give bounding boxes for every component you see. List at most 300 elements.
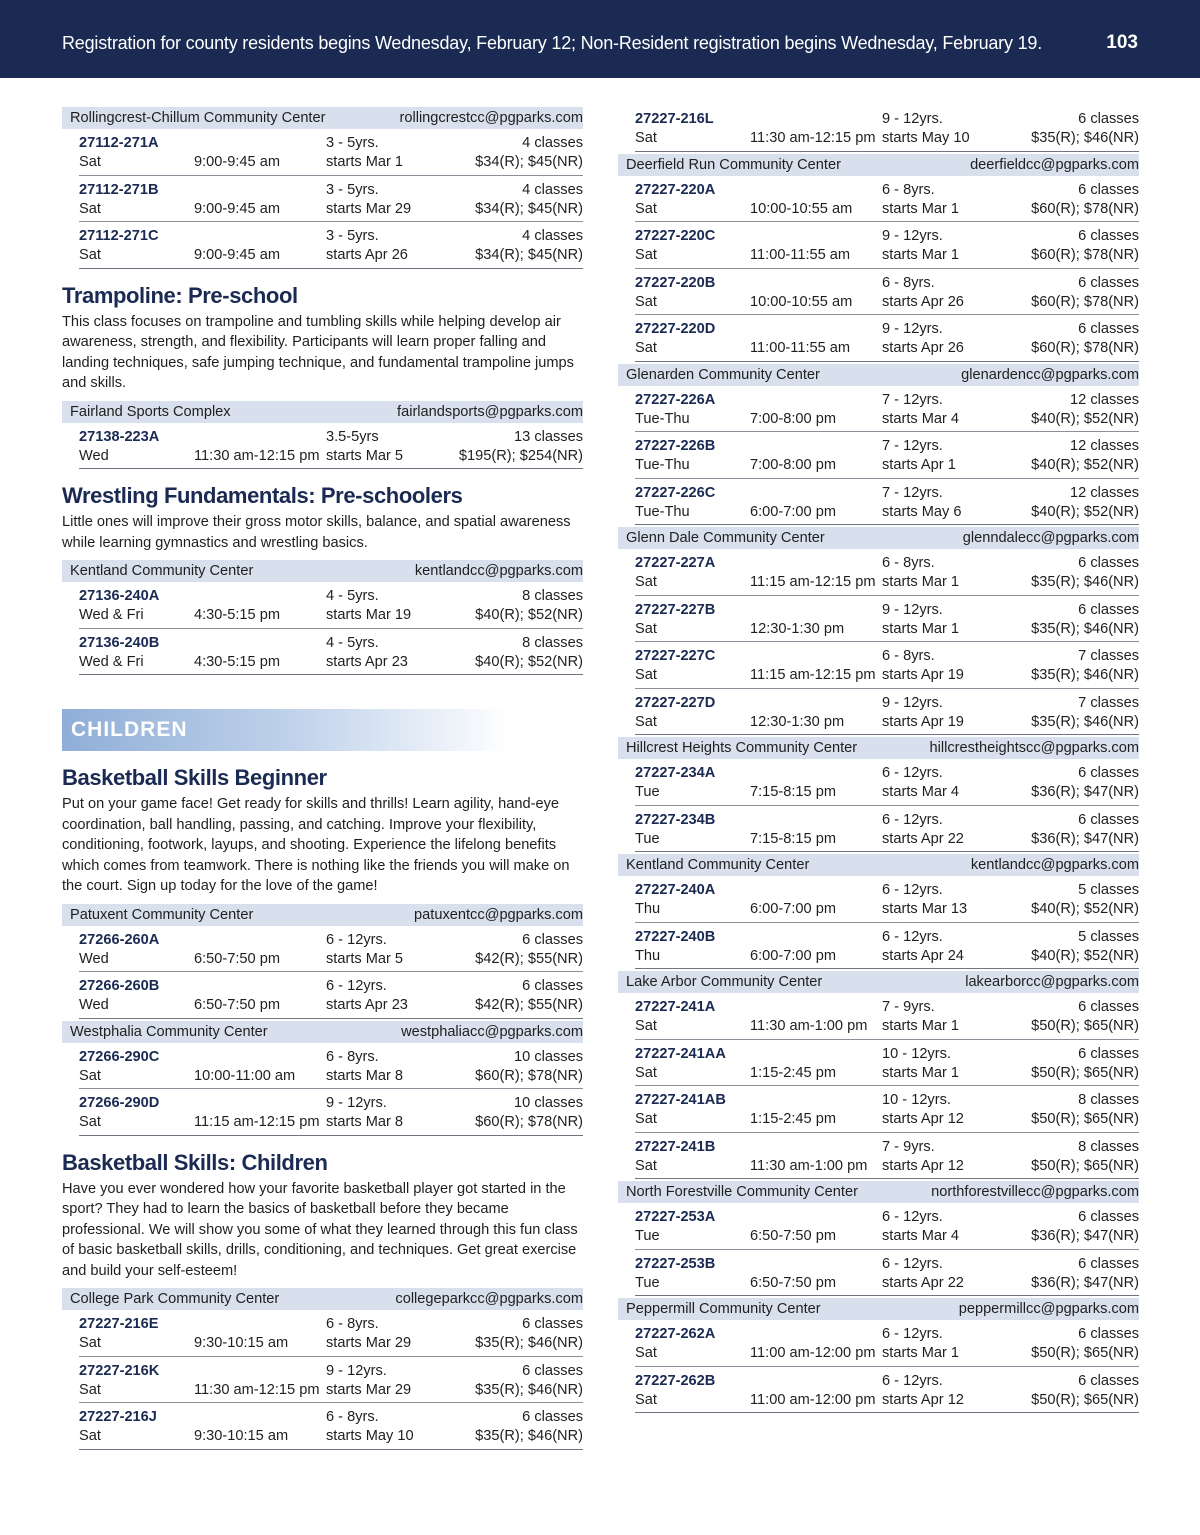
class-time: 9:00-9:45 am — [194, 247, 280, 263]
class-start-date: starts Mar 29 — [326, 1381, 412, 1398]
class-row — [635, 1203, 1139, 1250]
class-time: 7:00-8:00 pm — [750, 457, 836, 473]
class-count: 6 classes — [1078, 1372, 1139, 1389]
class-code: 27227-227C — [635, 648, 716, 664]
class-fee: $40(R); $52(NR) — [475, 607, 583, 623]
class-list — [618, 1203, 1139, 1296]
venue-header — [618, 1181, 1139, 1203]
class-day: Sat — [635, 200, 657, 217]
class-code: 27227-240B — [635, 928, 716, 945]
class-row — [635, 549, 1139, 596]
class-count: 6 classes — [1078, 765, 1139, 781]
class-row — [635, 176, 1139, 223]
class-day: Tue-Thu — [635, 503, 690, 520]
class-count: 6 classes — [1078, 811, 1139, 828]
class-start-date: starts Apr 24 — [882, 947, 964, 964]
class-age: 10 - 12yrs. — [882, 1045, 951, 1062]
class-row — [79, 1310, 583, 1357]
class-list — [618, 549, 1139, 735]
class-row — [79, 423, 583, 470]
class-start-date: starts Mar 5 — [326, 950, 404, 967]
class-row — [79, 582, 583, 629]
class-row — [635, 432, 1139, 479]
class-code: 27227-220C — [635, 228, 716, 244]
class-time: 7:00-8:00 pm — [750, 410, 836, 427]
class-row — [79, 1089, 583, 1136]
class-start-date: starts Apr 12 — [882, 1391, 964, 1408]
class-code: 27136-240A — [79, 588, 160, 604]
class-day: Tue — [635, 784, 660, 800]
venue-email: northforestvillecc@pgparks.com — [931, 1184, 1139, 1200]
venue-email: deerfieldcc@pgparks.com — [970, 156, 1139, 173]
class-group — [62, 1288, 583, 1450]
class-age: 6 - 12yrs. — [882, 1255, 943, 1272]
class-age: 10 - 12yrs. — [882, 1092, 951, 1108]
class-row — [635, 1250, 1139, 1297]
class-list — [62, 129, 583, 269]
venue-name: Rollingcrest-Chillum Community Center — [70, 110, 326, 126]
class-start-date: starts Mar 1 — [882, 574, 960, 590]
class-count: 6 classes — [522, 1409, 583, 1425]
venue-header — [618, 527, 1139, 549]
class-row — [635, 1320, 1139, 1367]
venue-email: fairlandsports@pgparks.com — [397, 403, 583, 420]
class-fee: $40(R); $52(NR) — [1031, 410, 1139, 427]
venue-name: Westphalia Community Center — [70, 1023, 268, 1040]
class-code: 27227-220B — [635, 274, 716, 291]
class-age: 6 - 8yrs. — [882, 648, 935, 664]
class-fee: $35(R); $46(NR) — [1031, 620, 1139, 637]
class-row — [635, 315, 1139, 362]
class-day: Sat — [79, 154, 101, 170]
class-row — [79, 1403, 583, 1450]
class-age: 6 - 12yrs. — [882, 1372, 943, 1389]
venue-name: Hillcrest Heights Community Center — [626, 740, 858, 756]
class-fee: $35(R); $46(NR) — [1031, 130, 1139, 146]
class-age: 7 - 12yrs. — [882, 438, 943, 454]
venue-email: kentlandcc@pgparks.com — [970, 857, 1139, 873]
class-time: 9:30-10:15 am — [194, 1428, 289, 1444]
class-fee: $60(R); $78(NR) — [475, 1114, 583, 1130]
class-day: Sat — [635, 1064, 657, 1081]
class-day: Tue — [635, 830, 660, 847]
class-age: 6 - 12yrs. — [882, 765, 943, 781]
class-age: 7 - 9yrs. — [882, 1138, 935, 1155]
class-time: 10:00-10:55 am — [750, 293, 853, 310]
venue-header — [618, 971, 1139, 993]
class-count: 8 classes — [1078, 1092, 1139, 1108]
class-code: 27266-260B — [79, 978, 160, 994]
class-group — [618, 1298, 1139, 1413]
class-code: 27227-227B — [635, 601, 716, 618]
class-fee: $35(R); $46(NR) — [1031, 574, 1139, 590]
course-title: Basketball Skills: Children — [62, 1149, 328, 1175]
class-day: Sat — [635, 1391, 657, 1408]
class-fee: $40(R); $52(NR) — [1031, 457, 1139, 473]
class-fee: $36(R); $47(NR) — [1031, 784, 1139, 800]
class-row — [635, 993, 1139, 1040]
class-start-date: starts Mar 1 — [882, 1064, 960, 1081]
class-age: 6 - 8yrs. — [326, 1048, 379, 1065]
class-time: 10:00-10:55 am — [750, 200, 853, 217]
class-fee: $60(R); $78(NR) — [475, 1067, 583, 1084]
course-description: This class focuses on trampoline and tumbling skills while helping develop air awareness, strength, and flexibility. Participants will learn proper falling and landing techniques, safe jumping technique, and fundamental trampoline jumps and skills. — [62, 313, 574, 391]
class-group — [62, 560, 583, 675]
class-count: 6 classes — [1078, 1326, 1139, 1342]
class-row — [635, 596, 1139, 643]
class-day: Tue — [635, 1274, 660, 1291]
left-column — [62, 105, 583, 1450]
class-fee: $195(R); $254(NR) — [458, 447, 583, 464]
class-list — [618, 1320, 1139, 1413]
venue-email: kentlandcc@pgparks.com — [414, 563, 583, 579]
class-count: 7 classes — [1078, 648, 1139, 664]
class-age: 6 - 12yrs. — [882, 882, 943, 898]
class-day: Sat — [635, 667, 657, 683]
class-row — [635, 105, 1139, 152]
venue-header — [62, 904, 583, 926]
class-day: Tue-Thu — [635, 410, 690, 427]
class-list — [618, 759, 1139, 852]
class-fee: $42(R); $55(NR) — [475, 950, 583, 967]
class-age: 6 - 12yrs. — [882, 1209, 943, 1225]
class-age: 9 - 12yrs. — [326, 1095, 387, 1111]
venue-header — [62, 1288, 583, 1310]
class-fee: $34(R); $45(NR) — [475, 247, 583, 263]
class-code: 27227-226B — [635, 438, 716, 454]
class-start-date: starts May 6 — [882, 503, 962, 520]
class-age: 6 - 8yrs. — [326, 1316, 379, 1332]
class-time: 7:15-8:15 pm — [750, 830, 836, 847]
class-count: 8 classes — [522, 588, 583, 604]
class-time: 11:30 am-1:00 pm — [750, 1157, 868, 1174]
class-time: 6:00-7:00 pm — [750, 503, 836, 520]
class-fee: $50(R); $65(NR) — [1031, 1157, 1139, 1174]
class-day: Wed & Fri — [79, 653, 144, 670]
class-count: 6 classes — [522, 1316, 583, 1332]
class-code: 27227-253A — [635, 1209, 716, 1225]
venue-email: patuxentcc@pgparks.com — [414, 906, 583, 923]
class-age: 6 - 8yrs. — [882, 555, 935, 571]
class-count: 10 classes — [514, 1095, 583, 1111]
class-code: 27227-241B — [635, 1138, 716, 1155]
class-time: 11:00-11:55 am — [750, 340, 851, 356]
class-code: 27227-240A — [635, 882, 716, 898]
class-row — [635, 479, 1139, 526]
class-day: Sat — [635, 340, 657, 356]
class-row — [635, 923, 1139, 970]
class-time: 1:15-2:45 pm — [750, 1111, 836, 1127]
class-day: Thu — [635, 947, 661, 964]
class-time: 12:30-1:30 pm — [750, 620, 845, 637]
class-start-date: starts Mar 1 — [882, 1018, 960, 1034]
class-row — [635, 689, 1139, 736]
class-list — [62, 582, 583, 675]
class-code: 27227-227A — [635, 555, 716, 571]
venue-email: collegeparkcc@pgparks.com — [395, 1291, 583, 1307]
class-code: 27136-240B — [79, 634, 160, 651]
class-code: 27227-216J — [79, 1409, 157, 1425]
class-start-date: starts Apr 19 — [882, 667, 964, 683]
venue-header — [62, 560, 583, 582]
class-group — [618, 1181, 1139, 1296]
class-code: 27112-271B — [79, 181, 159, 198]
class-code: 27227-253B — [635, 1255, 716, 1272]
class-group — [618, 154, 1139, 362]
class-code: 27227-241AB — [635, 1092, 726, 1108]
class-count: 6 classes — [522, 978, 583, 994]
class-start-date: starts Mar 29 — [326, 1335, 412, 1351]
class-fee: $36(R); $47(NR) — [1031, 830, 1139, 847]
class-row — [635, 1040, 1139, 1087]
class-code: 27227-234A — [635, 765, 716, 781]
class-group — [62, 401, 583, 470]
class-time: 9:00-9:45 am — [194, 200, 280, 217]
class-day: Wed — [79, 950, 109, 967]
class-fee: $35(R); $46(NR) — [1031, 713, 1139, 730]
course-description: Little ones will improve their gross motor skills, balance, and spatial awareness while learning gymnastics and wrestling basics. — [62, 514, 571, 551]
venue-header — [618, 154, 1139, 176]
class-age: 9 - 12yrs. — [882, 228, 943, 244]
class-start-date: starts Mar 1 — [882, 620, 960, 637]
class-code: 27227-226C — [635, 484, 716, 501]
class-code: 27266-260A — [79, 931, 160, 948]
class-fee: $50(R); $65(NR) — [1031, 1064, 1139, 1081]
class-day: Sat — [79, 1428, 101, 1444]
class-code: 27227-226A — [635, 391, 716, 408]
class-age: 9 - 12yrs. — [882, 321, 943, 337]
venue-header — [618, 1298, 1139, 1320]
class-time: 7:15-8:15 pm — [750, 784, 836, 800]
class-row — [635, 222, 1139, 269]
class-age: 9 - 12yrs. — [882, 694, 943, 711]
class-fee: $34(R); $45(NR) — [475, 154, 583, 170]
class-code: 27227-262B — [635, 1372, 716, 1389]
venue-header — [618, 364, 1139, 386]
class-start-date: starts Mar 1 — [882, 200, 960, 217]
course-title: Basketball Skills Beginner — [62, 765, 327, 790]
class-group — [618, 854, 1139, 969]
class-fee: $40(R); $52(NR) — [1031, 901, 1139, 917]
class-row — [79, 629, 583, 676]
class-group — [618, 971, 1139, 1179]
class-start-date: starts May 10 — [882, 130, 970, 146]
class-row — [79, 1357, 583, 1404]
class-group — [62, 1021, 583, 1136]
venue-name: Patuxent Community Center — [70, 906, 254, 923]
class-start-date: starts Apr 1 — [882, 457, 956, 473]
class-row — [635, 1086, 1139, 1133]
class-age: 3 - 5yrs. — [326, 135, 379, 151]
class-fee: $60(R); $78(NR) — [1031, 340, 1139, 356]
class-time: 4:30-5:15 pm — [194, 607, 280, 623]
class-code: 27112-271C — [79, 228, 159, 244]
class-age: 3 - 5yrs. — [326, 181, 379, 198]
class-age: 3.5-5yrs — [326, 428, 379, 445]
class-count: 12 classes — [1070, 391, 1139, 408]
class-row — [635, 269, 1139, 316]
class-fee: $36(R); $47(NR) — [1031, 1228, 1139, 1244]
class-fee: $36(R); $47(NR) — [1031, 1274, 1139, 1291]
class-fee: $60(R); $78(NR) — [1031, 200, 1139, 217]
class-code: 27266-290C — [79, 1048, 160, 1065]
class-start-date: starts Apr 22 — [882, 830, 964, 847]
class-count: 6 classes — [1078, 1045, 1139, 1062]
class-list — [62, 1310, 583, 1450]
class-row — [635, 1367, 1139, 1414]
class-day: Sat — [635, 130, 657, 146]
class-list — [62, 926, 583, 1019]
class-count: 5 classes — [1078, 928, 1139, 945]
class-count: 7 classes — [1078, 694, 1139, 711]
class-day: Sat — [79, 1335, 101, 1351]
class-start-date: starts Apr 26 — [326, 247, 408, 263]
registration-notice: Registration for county residents begins Wednesday, February 12; Non-Resident registration begins Wednesday, February 19. — [62, 33, 1043, 53]
venue-email: hillcrestheightscc@pgparks.com — [929, 740, 1139, 756]
class-row — [79, 926, 583, 973]
class-code: 27112-271A — [79, 135, 159, 151]
class-fee: $50(R); $65(NR) — [1031, 1111, 1139, 1127]
class-time: 11:30 am-1:00 pm — [750, 1018, 868, 1034]
class-count: 6 classes — [522, 931, 583, 948]
class-day: Sat — [635, 1111, 657, 1127]
class-row — [635, 1133, 1139, 1180]
class-count: 6 classes — [1078, 601, 1139, 618]
venue-name: Deerfield Run Community Center — [626, 156, 841, 173]
class-time: 11:30 am-12:15 pm — [194, 1381, 320, 1398]
class-time: 4:30-5:15 pm — [194, 653, 280, 670]
class-group — [618, 527, 1139, 735]
course-description: Have you ever wondered how your favorite basketball player got started in the sport? They had to learn the basics of basketball before they became professional. We will show you some of what they learned through this fun class of basic basketball skills, drills, conditioning, and techniques. Get great exercise and build your self-esteem! — [62, 1180, 578, 1279]
class-age: 6 - 8yrs. — [326, 1409, 379, 1425]
right-column — [618, 105, 1139, 1413]
class-count: 6 classes — [1078, 181, 1139, 198]
class-day: Tue — [635, 1228, 660, 1244]
class-day: Sat — [79, 247, 101, 263]
class-age: 6 - 12yrs. — [882, 811, 943, 828]
class-age: 6 - 12yrs. — [882, 928, 943, 945]
class-fee: $60(R); $78(NR) — [1031, 293, 1139, 310]
class-count: 6 classes — [1078, 999, 1139, 1015]
venue-header — [62, 1021, 583, 1043]
class-fee: $50(R); $65(NR) — [1031, 1345, 1139, 1361]
class-fee: $60(R); $78(NR) — [1031, 247, 1139, 263]
venue-email: glenndalecc@pgparks.com — [962, 530, 1139, 546]
class-start-date: starts Mar 4 — [882, 410, 960, 427]
class-count: 6 classes — [1078, 321, 1139, 337]
class-age: 7 - 9yrs. — [882, 999, 935, 1015]
class-day: Sat — [635, 574, 657, 590]
class-start-date: starts Mar 19 — [326, 607, 412, 623]
venue-header — [618, 737, 1139, 759]
class-day: Wed — [79, 997, 109, 1013]
class-count: 6 classes — [1078, 274, 1139, 291]
class-code: 27227-241AA — [635, 1045, 726, 1062]
class-list — [62, 1043, 583, 1136]
class-count: 6 classes — [1078, 1255, 1139, 1272]
class-group — [618, 737, 1139, 852]
class-time: 9:30-10:15 am — [194, 1335, 289, 1351]
class-day: Sat — [635, 1018, 657, 1034]
class-time: 10:00-11:00 am — [194, 1067, 296, 1084]
class-day: Sat — [635, 293, 657, 310]
venue-header — [618, 854, 1139, 876]
class-row — [79, 1043, 583, 1090]
class-age: 3 - 5yrs. — [326, 228, 379, 244]
class-time: 6:50-7:50 pm — [750, 1274, 836, 1291]
class-count: 4 classes — [522, 135, 583, 151]
class-age: 4 - 5yrs. — [326, 588, 379, 604]
class-start-date: starts Mar 1 — [882, 247, 960, 263]
venue-email: rollingcrestcc@pgparks.com — [399, 110, 583, 126]
class-start-date: starts Apr 26 — [882, 340, 964, 356]
class-day: Sat — [79, 1067, 101, 1084]
class-start-date: starts May 10 — [326, 1428, 414, 1444]
class-count: 12 classes — [1070, 484, 1139, 501]
class-day: Sat — [635, 1157, 657, 1174]
class-time: 11:15 am-12:15 pm — [750, 667, 876, 683]
class-code: 27227-220D — [635, 321, 716, 337]
class-start-date: starts Mar 4 — [882, 784, 960, 800]
class-start-date: starts Mar 5 — [326, 447, 404, 464]
class-code: 27227-241A — [635, 999, 716, 1015]
class-group — [62, 904, 583, 1019]
class-start-date: starts Mar 8 — [326, 1067, 404, 1084]
class-time: 11:30 am-12:15 pm — [750, 130, 876, 146]
class-row — [79, 129, 583, 176]
class-age: 9 - 12yrs. — [882, 601, 943, 618]
class-day: Tue-Thu — [635, 457, 690, 473]
class-day: Sat — [79, 1381, 101, 1398]
class-count: 6 classes — [1078, 1209, 1139, 1225]
class-start-date: starts Mar 13 — [882, 901, 968, 917]
class-start-date: starts Mar 4 — [882, 1228, 960, 1244]
class-time: 12:30-1:30 pm — [750, 713, 845, 730]
class-day: Wed & Fri — [79, 607, 144, 623]
page-number: 103 — [1106, 32, 1138, 53]
class-code: 27227-220A — [635, 181, 716, 198]
class-time: 6:00-7:00 pm — [750, 947, 836, 964]
class-code: 27227-262A — [635, 1326, 716, 1342]
course-description: Put on your game face! Get ready for skills and thrills! Learn agility, hand-eye coordination, ball handling, passing, and catching. Improve your flexibility, conditioning, footwork, layups, and shooting. Experience the lifelong benefits which comes from teamwork. There is nothing like the friends you will make on the court. Sign up today for the love of the game! — [62, 796, 570, 894]
class-start-date: starts Mar 1 — [326, 154, 404, 170]
class-day: Sat — [635, 1345, 657, 1361]
class-code: 27227-216L — [635, 111, 714, 127]
class-group — [618, 364, 1139, 526]
class-age: 9 - 12yrs. — [326, 1362, 387, 1379]
class-count: 6 classes — [1078, 555, 1139, 571]
class-start-date: starts Apr 23 — [326, 997, 408, 1013]
class-row — [635, 876, 1139, 923]
class-list — [618, 876, 1139, 969]
venue-name: Fairland Sports Complex — [70, 403, 231, 420]
venue-email: lakearborcc@pgparks.com — [965, 974, 1139, 990]
class-fee: $42(R); $55(NR) — [475, 997, 583, 1013]
class-code: 27227-234B — [635, 811, 716, 828]
class-count: 5 classes — [1078, 882, 1139, 898]
class-time: 1:15-2:45 pm — [750, 1064, 836, 1081]
class-start-date: starts Mar 8 — [326, 1114, 404, 1130]
class-day: Wed — [79, 447, 109, 464]
class-start-date: starts Apr 19 — [882, 713, 964, 730]
class-count: 10 classes — [514, 1048, 583, 1065]
venue-name: Glenarden Community Center — [626, 366, 820, 383]
class-age: 9 - 12yrs. — [882, 111, 943, 127]
class-code: 27227-216K — [79, 1362, 160, 1379]
class-code: 27227-227D — [635, 694, 716, 711]
class-time: 9:00-9:45 am — [194, 154, 280, 170]
class-day: Thu — [635, 901, 661, 917]
